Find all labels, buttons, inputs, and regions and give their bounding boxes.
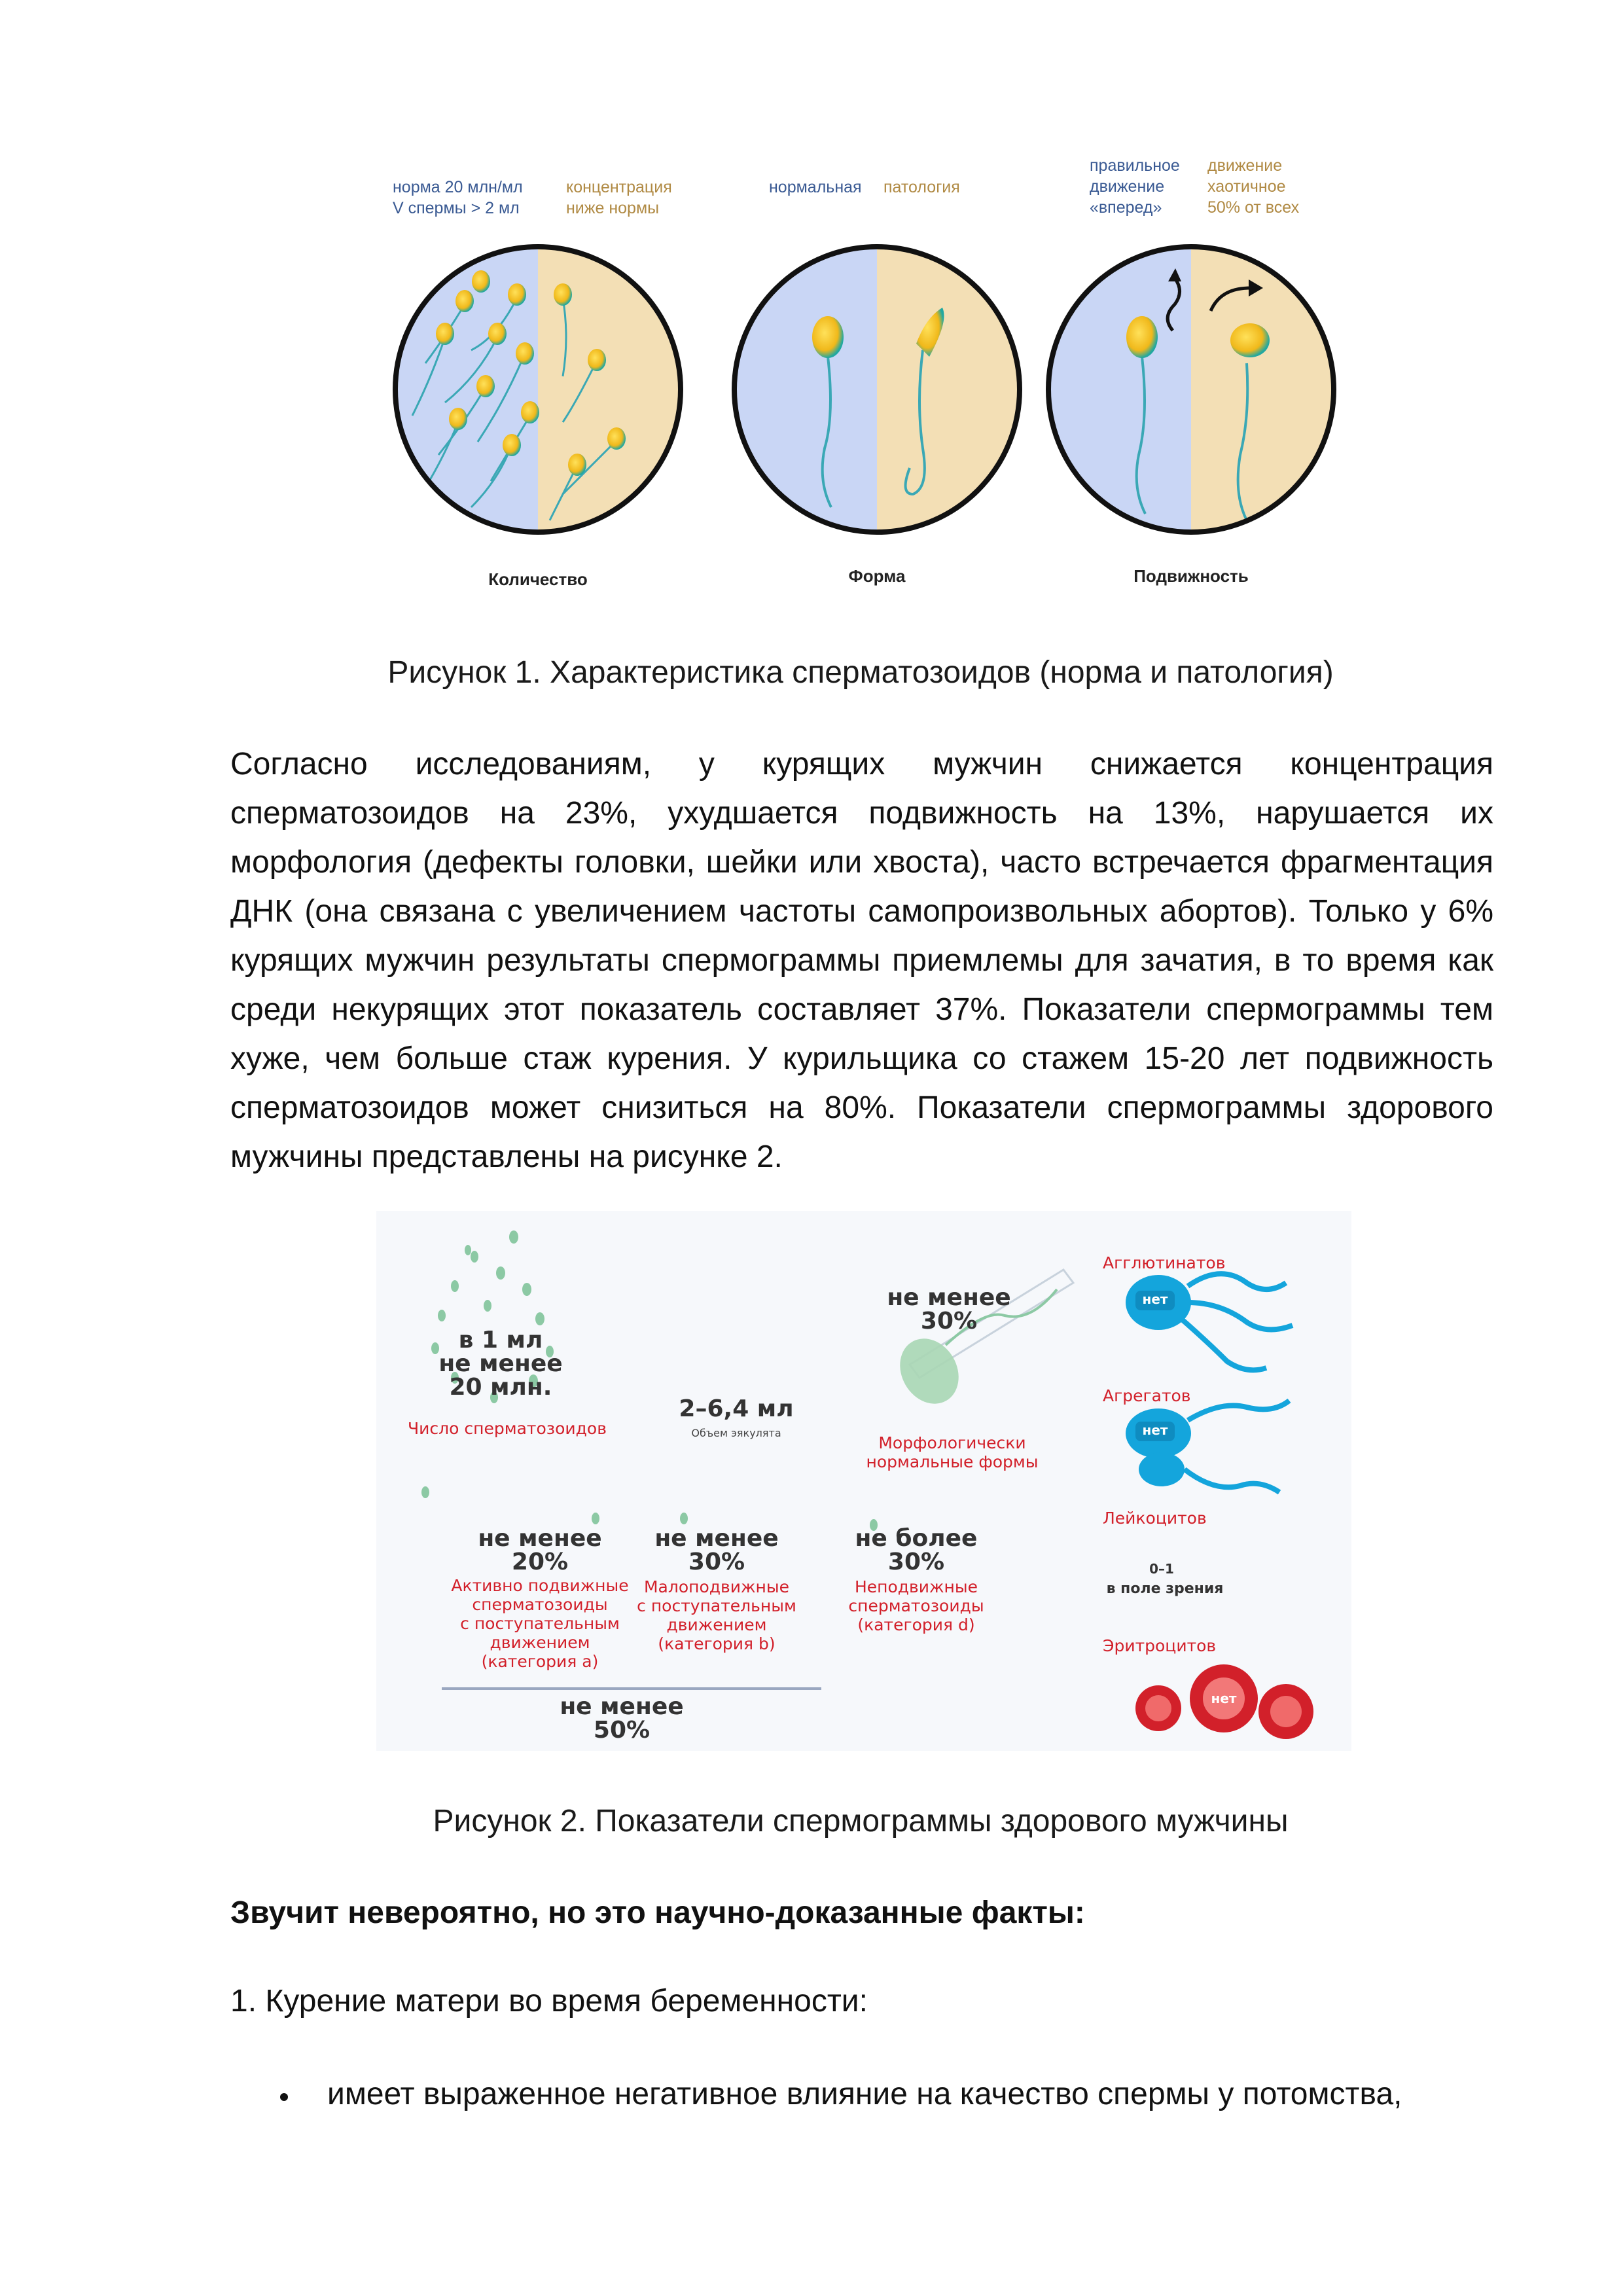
count-label: Число сперматозоидов: [408, 1419, 607, 1438]
list-intro: 1. Курение матери во время беременности:: [230, 1984, 868, 2018]
form-caption: Форма: [848, 566, 906, 586]
agglutinates-illustration: [1126, 1274, 1293, 1370]
motility-norm-label: правильное движение «вперед»: [1090, 156, 1180, 217]
count-value: в 1 мл не менее 20 млн.: [438, 1327, 563, 1401]
aggregates-tag: нет: [1142, 1422, 1168, 1438]
category-d-label: Неподвижные сперматозоиды (категория d): [848, 1577, 984, 1634]
quantity-norm-label: норма 20 млн/мл V спермы > 2 мл: [393, 178, 523, 217]
sperm-characteristics-illustration: [366, 141, 1361, 612]
category-d-value: не более 30%: [855, 1525, 978, 1575]
aggregates-title: Агрегатов: [1103, 1386, 1191, 1405]
form-norm-label: нормальная: [769, 178, 862, 196]
leukocytes-title: Лейкоцитов: [1103, 1509, 1207, 1528]
leukocytes-value: 0–1: [1149, 1561, 1174, 1577]
bullet-icon: [280, 2093, 288, 2101]
motility-circle: [1047, 245, 1335, 533]
quantity-pathology-label: концентрация ниже нормы: [566, 178, 672, 217]
category-b-value: не менее 30%: [654, 1525, 779, 1575]
volume-label: Объем эякулята: [691, 1427, 781, 1439]
motility-caption: Подвижность: [1133, 566, 1249, 586]
motility-pathology-label: движение хаотичное 50% от всех: [1207, 156, 1300, 217]
erythrocytes-title: Эритроцитов: [1103, 1636, 1217, 1655]
agglutinates-title: Агглютинатов: [1103, 1253, 1226, 1272]
total-motile-value: не менее 50%: [560, 1693, 684, 1744]
figure-2: [376, 1211, 1351, 1751]
category-a-label: Активно подвижные сперматозоиды с поступательным движением (категория a): [451, 1576, 629, 1671]
morphology-value: не менее 30%: [887, 1284, 1011, 1335]
morphology-label: Морфологически нормальные формы: [866, 1433, 1039, 1471]
agglutinates-tag: нет: [1142, 1291, 1168, 1307]
category-a-value: не менее 20%: [478, 1525, 602, 1575]
leukocytes-label: в поле зрения: [1106, 1581, 1224, 1597]
aggregates-illustration: [1126, 1401, 1289, 1492]
erythrocytes-tag: нет: [1211, 1691, 1237, 1706]
section-heading: Звучит невероятно, но это научно-доказанные факты:: [230, 1895, 1085, 1930]
figure-2-caption: Рисунок 2. Показатели спермограммы здорового мужчины: [433, 1804, 1289, 1839]
figure-1-caption: Рисунок 1. Характеристика сперматозоидов (норма и патология): [387, 655, 1334, 690]
body-paragraph: Согласно исследованиям, у курящих мужчин снижается концентрация сперматозоидов на 23%, ухудшается подвижность на 13%, нарушается их морфология (дефекты головки, шейки или хвоста), часто встречается фрагментация ДНК (она связана с увеличением частоты самопроизвольных абортов). Только у 6% курящих мужчин результаты спермограммы приемлемы для зачатия, в то время как среди некурящих этот показатель составляет 37%. Показатели спермограммы тем хуже, чем больше стаж курения. У курильщика со стажем 15-20 лет подвижность сперматозоидов может снизиться на 80%. Показатели спермограммы здорового мужчины представлены на рисунке 2.: [230, 747, 1493, 1174]
bullet-item: имеет выраженное негативное влияние на качество спермы у потомства,: [327, 2077, 1402, 2111]
volume-value: 2–6,4 мл: [679, 1395, 794, 1422]
quantity-caption: Количество: [488, 569, 588, 589]
form-pathology-label: патология: [883, 178, 960, 196]
quantity-circle: [393, 245, 683, 533]
figure-1: [366, 141, 1361, 612]
form-circle: [733, 245, 1021, 533]
category-b-label: Малоподвижные с поступательным движением (категория b): [637, 1577, 796, 1653]
